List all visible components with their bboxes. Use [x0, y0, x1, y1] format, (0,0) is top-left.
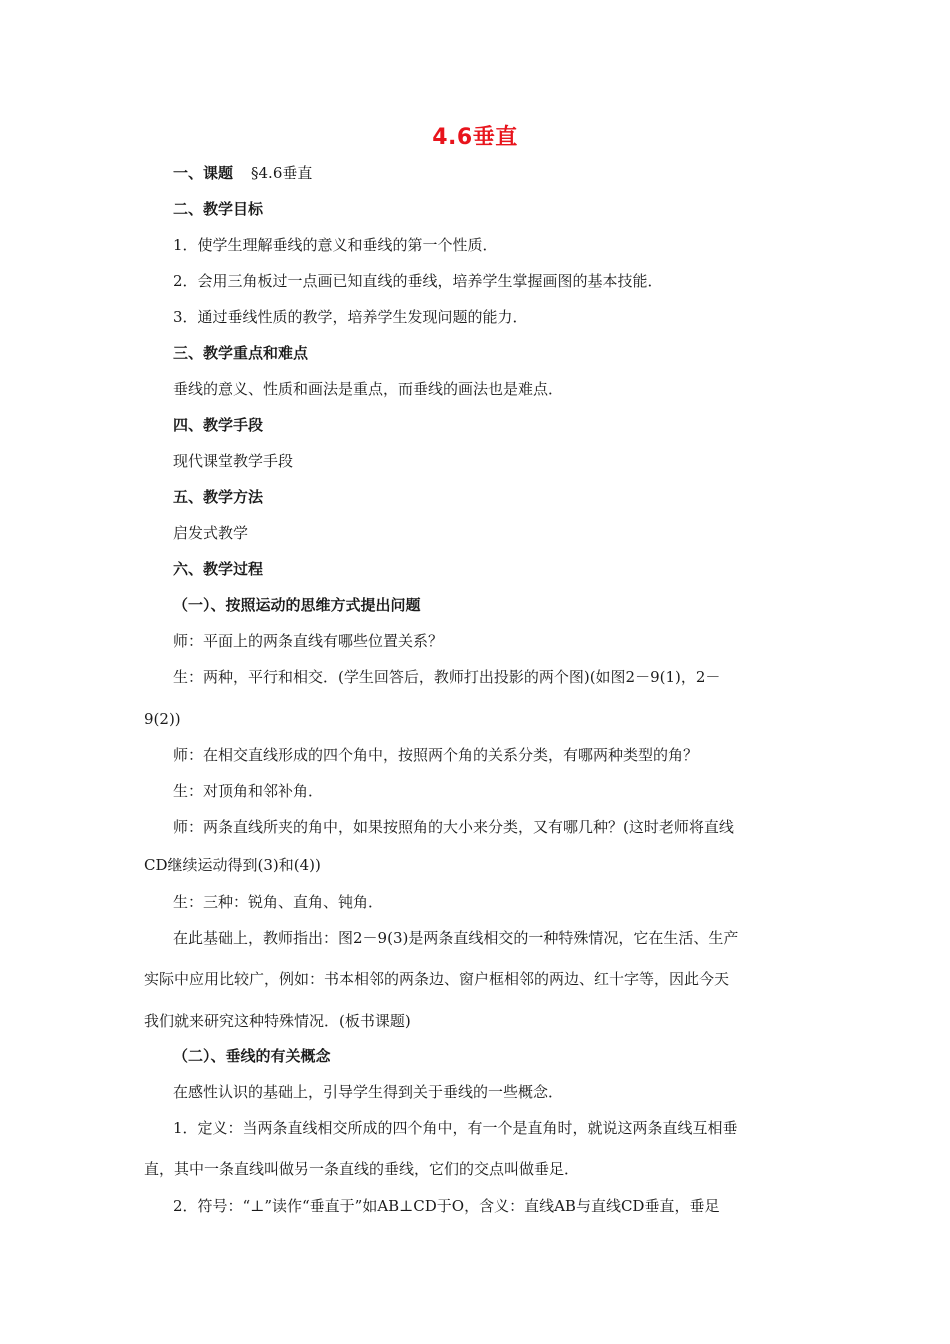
section-heading: 一、课题 — [173, 164, 234, 182]
section-topic — [173, 163, 312, 183]
paragraph: 在感性认识的基础上，引导学生得到关于垂线的一些概念． — [173, 1083, 564, 1101]
paragraph: 启发式教学 — [173, 524, 249, 542]
paragraph: 2．会用三角板过一点画已知直线的垂线，培养学生掌握画图的基本技能． — [173, 272, 663, 290]
topic-value: §4.6垂直 — [251, 164, 313, 182]
paragraph: 现代课堂教学手段 — [173, 452, 294, 470]
paragraph: CD继续运动得到(3)和(4)) — [144, 856, 321, 874]
section-heading: 四、教学手段 — [173, 416, 264, 434]
paragraph: 垂线的意义、性质和画法是重点，而垂线的画法也是难点． — [173, 380, 564, 398]
subsection-heading: （二）、垂线的有关概念 — [173, 1047, 331, 1065]
page-title: 4.6垂直 — [432, 125, 518, 150]
paragraph: 1．使学生理解垂线的意义和垂线的第一个性质． — [173, 236, 498, 254]
section-heading: 三、教学重点和难点 — [173, 344, 309, 362]
paragraph: 师：平面上的两条直线有哪些位置关系？ — [173, 632, 444, 650]
paragraph: 生：对顶角和邻补角． — [173, 782, 324, 800]
paragraph: 实际中应用比较广，例如：书本相邻的两条边、窗户框相邻的两边、红十字等，因此今天 — [144, 970, 730, 988]
section-heading: 五、教学方法 — [173, 488, 264, 506]
paragraph: 师：在相交直线形成的四个角中，按照两个角的关系分类，有哪两种类型的角？ — [173, 746, 699, 764]
paragraph: 在此基础上，教师指出：图2－9(3)是两条直线相交的一种特殊情况，它在生活、生产 — [173, 929, 739, 947]
paragraph: 生：三种：锐角、直角、钝角． — [173, 893, 384, 911]
paragraph: 2．符号：“⊥”读作“垂直于”如AB⊥CD于O，含义：直线AB与直线CD垂直，垂足 — [173, 1197, 720, 1215]
section-heading: 六、教学过程 — [173, 560, 264, 578]
subsection-heading: （一）、按照运动的思维方式提出问题 — [173, 596, 421, 614]
paragraph: 9(2)) — [144, 710, 181, 728]
paragraph: 3．通过垂线性质的教学，培养学生发现问题的能力． — [173, 308, 528, 326]
paragraph: 直，其中一条直线叫做另一条直线的垂线，它们的交点叫做垂足． — [144, 1160, 580, 1178]
paragraph: 1．定义：当两条直线相交所成的四个角中，有一个是直角时，就说这两条直线互相垂 — [173, 1119, 738, 1137]
paragraph: 我们就来研究这种特殊情况．(板书课题) — [144, 1012, 411, 1030]
section-heading: 二、教学目标 — [173, 200, 264, 218]
paragraph: 师：两条直线所夹的角中，如果按照角的大小来分类，又有哪几种？(这时老师将直线 — [173, 818, 734, 836]
paragraph: 生：两种，平行和相交．(学生回答后，教师打出投影的两个图)(如图2－9(1)，2－ — [173, 668, 721, 686]
